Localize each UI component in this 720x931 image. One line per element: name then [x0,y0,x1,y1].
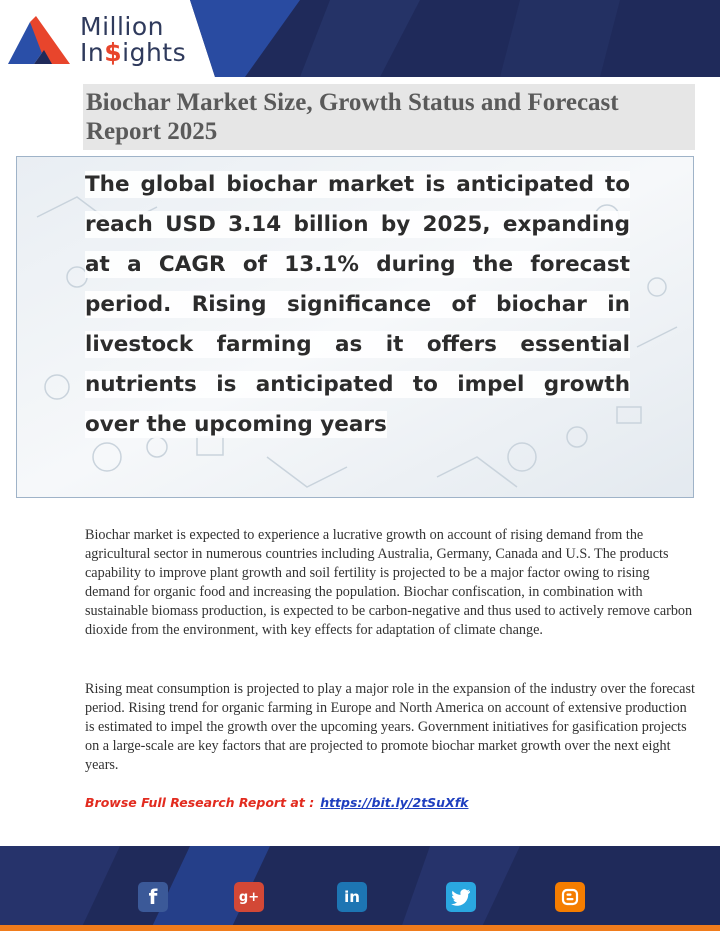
logo-mark-icon [6,12,76,68]
page-title: Biochar Market Size, Growth Status and Forecast Report 2025 [86,89,619,145]
google-plus-icon[interactable]: g+ [234,882,264,912]
banner-headline-text: The global biochar market is anticipated to reach USD 3.14 billion by 2025, expanding at a CAGR of 13.1% during the forecast period. Rising significance of biochar in livestock farming as it offers essential nutrients is anticipated to impel growth over the upcoming years [85,172,630,437]
footer-accent-strip [0,925,720,931]
blogger-icon[interactable] [555,882,585,912]
report-link[interactable]: https://bit.ly/2tSuXfk [320,795,469,810]
logo-text [80,14,186,66]
banner [16,156,694,498]
twitter-bird-glyph [451,888,471,906]
logo-line-2-pre: In [80,38,105,67]
logo-line-1: Million [80,12,164,41]
facebook-icon[interactable]: f [138,882,168,912]
browse-label: Browse Full Research Report at : [85,795,315,810]
linkedin-icon[interactable]: in [337,882,367,912]
paragraph-2: Rising meat consumption is projected to play a major role in the expansion of the industry over the forecast period. Rising trend for organic farming in Europe and North America on account of extensive production is estimated to impel the growth over the upcoming years. Government initiatives for gasification projects on a large-scale are key factors that are projected to promote biochar market growth over the next eight years. [85,681,695,773]
paragraph-1: Biochar market is expected to experience a lucrative growth on account of rising demand from the agricultural sector in numerous countries including Australia, Germany, Canada and U.S. The products capability to improve plant growth and soil fertility is projected to be a major factor owing to rising demand for organic food and increasing the population. Biochar confiscation, in combination with sustainable biomass production, is expected to be carbon-negative and thus used to actively remove carbon dioxide from the environment, with key effects for adaptation of climate change. [85,527,693,638]
logo-line-2 [80,40,186,66]
banner-headline [85,165,630,445]
footer [0,846,720,931]
blogger-glyph [561,888,579,906]
logo-line-2-post: ights [122,38,187,67]
browse-line [85,795,468,810]
header [0,0,720,77]
logo-dollar: $ [104,38,123,67]
twitter-icon[interactable] [446,882,476,912]
title-box [83,84,695,150]
logo[interactable] [6,12,186,68]
